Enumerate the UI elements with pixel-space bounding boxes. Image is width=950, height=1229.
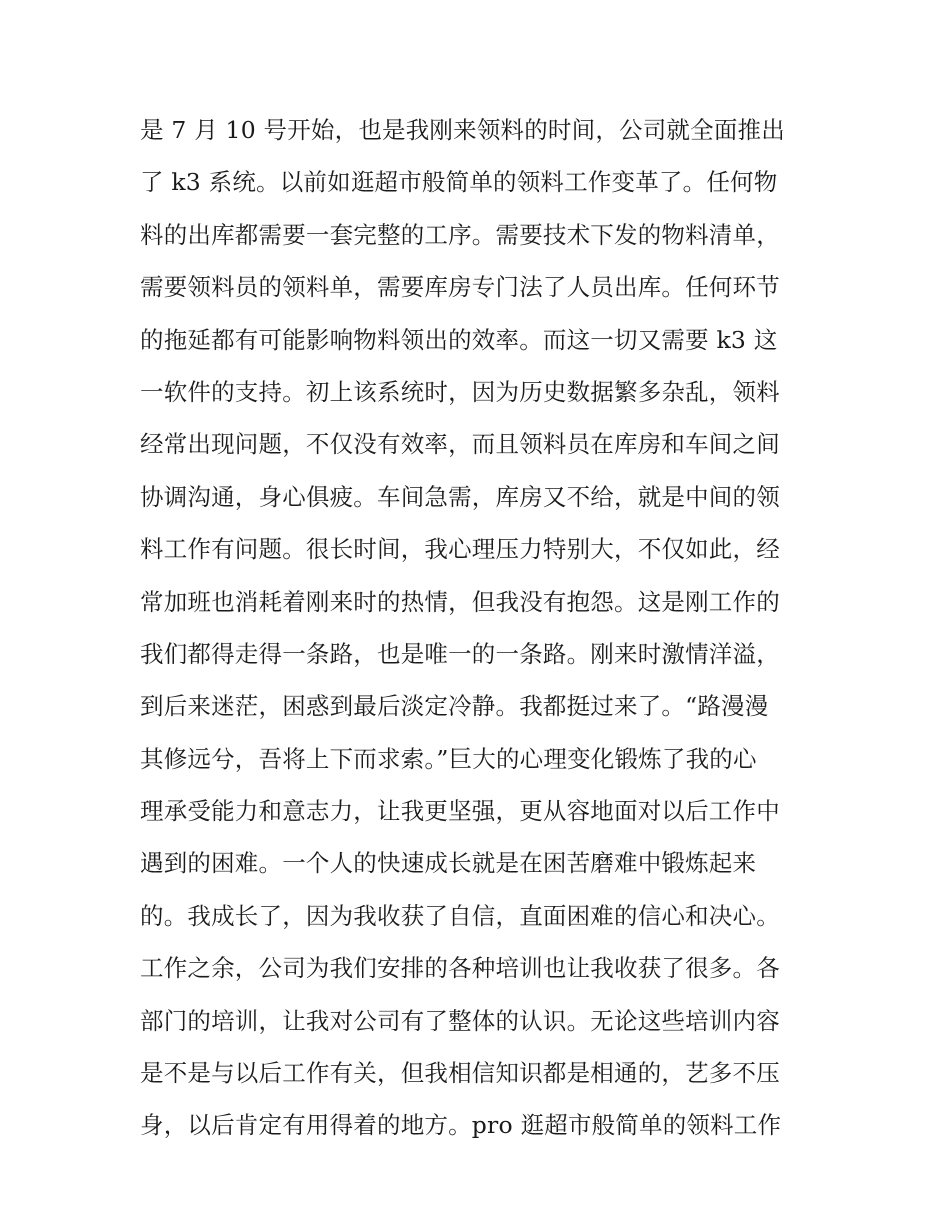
text-line: 的拖延都有可能影响物料领出的效率。而这一切又需要 k3 这 [140, 325, 778, 354]
body-text [140, 109, 820, 1157]
text-line: 我们都得走得一条路，也是唯一的一条路。刚来时激情洋溢， [140, 639, 780, 668]
text-line: 常加班也消耗着刚来时的热情，但我没有抱怨。这是刚工作的 [140, 587, 780, 616]
text-line: 到后来迷茫，困惑到最后淡定冷静。我都挺过来了。“路漫漫 [140, 692, 769, 721]
text-line: 的。我成长了，因为我收获了自信，直面困难的信心和决心。 [140, 901, 780, 930]
text-line: 需要领料员的领料单，需要库房专门法了人员出库。任何环节 [140, 273, 780, 302]
text-line: 料工作有问题。很长时间，我心理压力特别大，不仅如此，经 [140, 535, 780, 564]
text-line: 是不是与以后工作有关，但我相信知识都是相通的，艺多不压 [140, 1059, 780, 1088]
text-line: 协调沟通，身心俱疲。车间急需，库房又不给，就是中间的领 [140, 482, 780, 511]
text-line: 遇到的困难。一个人的快速成长就是在困苦磨难中锻炼起来 [140, 849, 757, 878]
text-line: 部门的培训，让我对公司有了整体的认识。无论这些培训内容 [140, 1006, 780, 1035]
text-line: 料的出库都需要一套完整的工序。需要技术下发的物料清单， [140, 220, 780, 249]
text-line: 工作之余，公司为我们安排的各种培训也让我收获了很多。各 [140, 954, 780, 983]
text-line: 经常出现问题，不仅没有效率，而且领料员在库房和车间之间 [140, 430, 780, 459]
text-line: 身，以后肯定有用得着的地方。pro 逛超市般简单的领料工作 [140, 1111, 782, 1140]
text-line: 其修远兮，吾将上下而求索。”巨大的心理变化锻炼了我的心 [140, 744, 757, 773]
text-line: 一软件的支持。初上该系统时，因为历史数据繁多杂乱，领料 [140, 377, 780, 406]
text-line: 是 7 月 10 号开始，也是我刚来领料的时间，公司就全面推出 [140, 116, 785, 144]
text-line: 了 k3 系统。以前如逛超市般简单的领料工作变革了。任何物 [140, 168, 778, 197]
text-line: 理承受能力和意志力，让我更坚强，更从容地面对以后工作中 [140, 797, 780, 826]
